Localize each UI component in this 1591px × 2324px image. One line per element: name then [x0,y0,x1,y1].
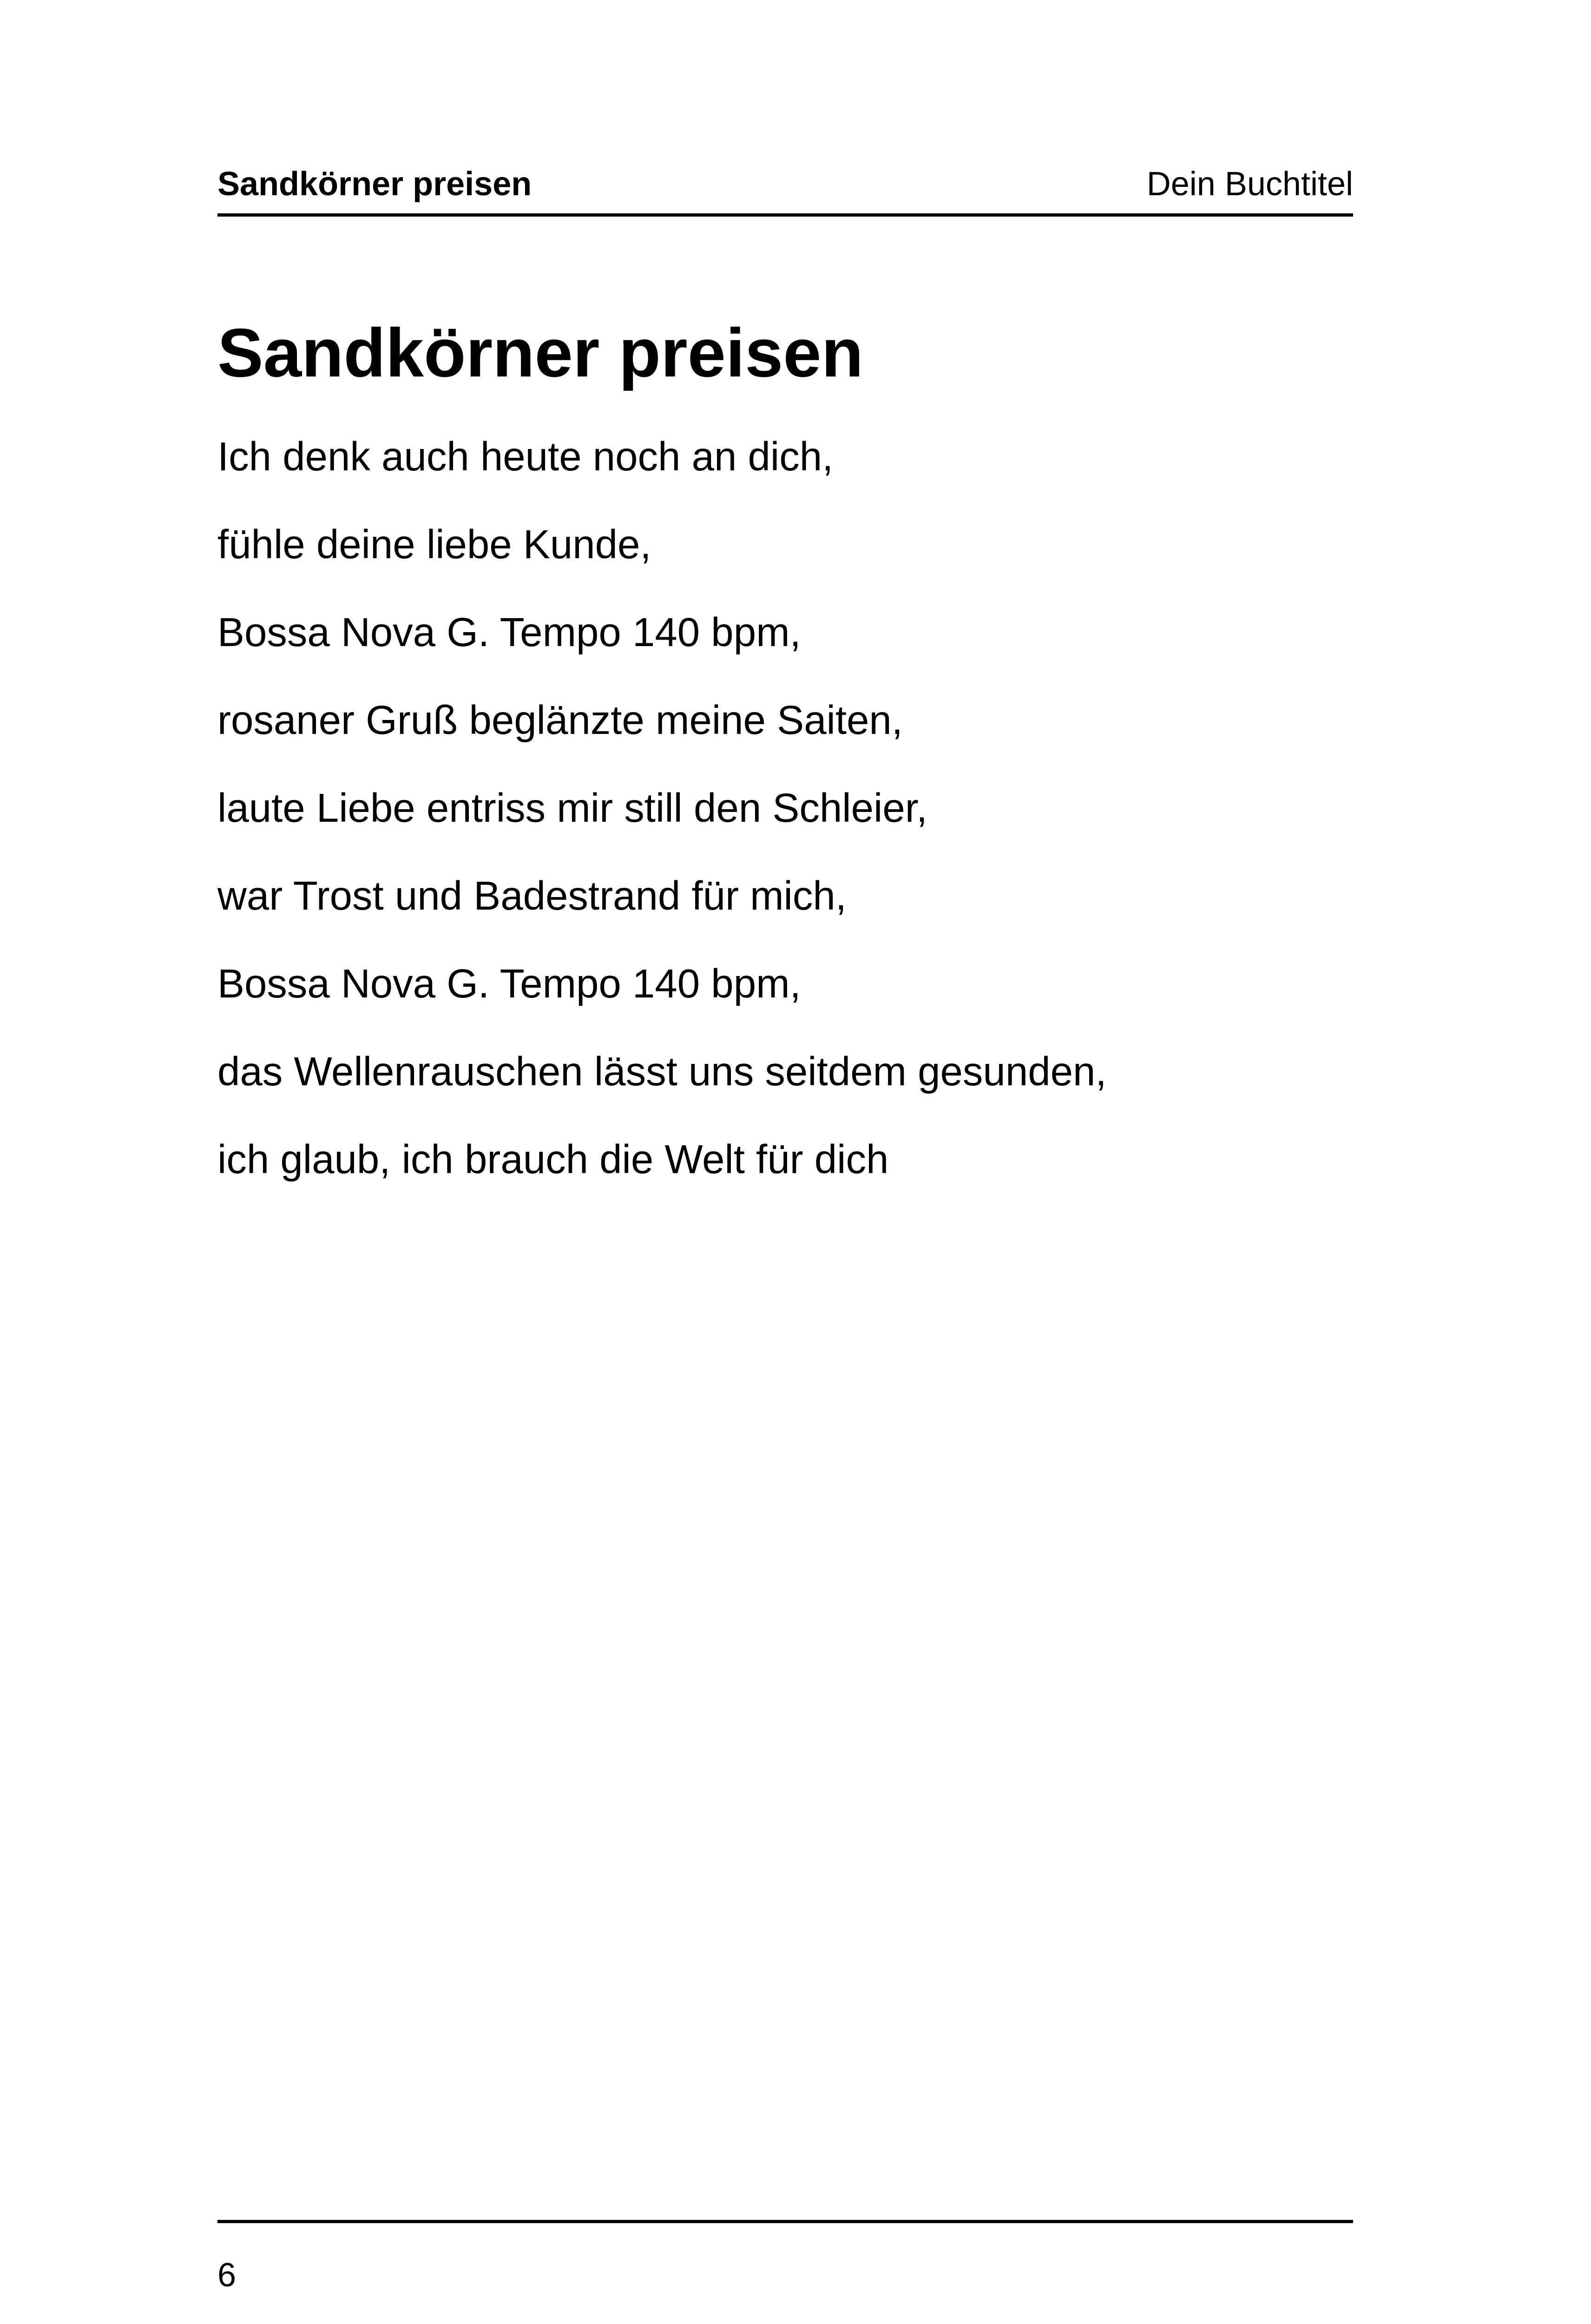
chapter-title: Sandkörner preisen [217,315,864,391]
poem-line: das Wellenrauschen lässt uns seitdem gesunden, [217,1049,1107,1094]
poem-text [217,427,1353,1217]
poem-line: rosaner Gruß beglänzte meine Saiten, [217,698,903,743]
running-footer [217,2220,1353,2294]
poem-line: war Trost und Badestrand für mich, [217,873,847,918]
poem-line: fühle deine liebe Kunde, [217,522,651,567]
poem-line: laute Liebe entriss mir still den Schleier, [217,786,928,831]
header-book-title: Dein Buchtitel [1146,165,1353,203]
poem-line: Bossa Nova G. Tempo 140 bpm, [217,610,801,655]
header-chapter-title: Sandkörner preisen [217,165,532,203]
poem-line: Ich denk auch heute noch an dich, [217,434,834,479]
poem-line: Bossa Nova G. Tempo 140 bpm, [217,961,801,1006]
page-number: 6 [217,2257,237,2294]
poem-line: ich glaub, ich brauch die Welt für dich [217,1137,889,1182]
running-header [217,161,1353,217]
